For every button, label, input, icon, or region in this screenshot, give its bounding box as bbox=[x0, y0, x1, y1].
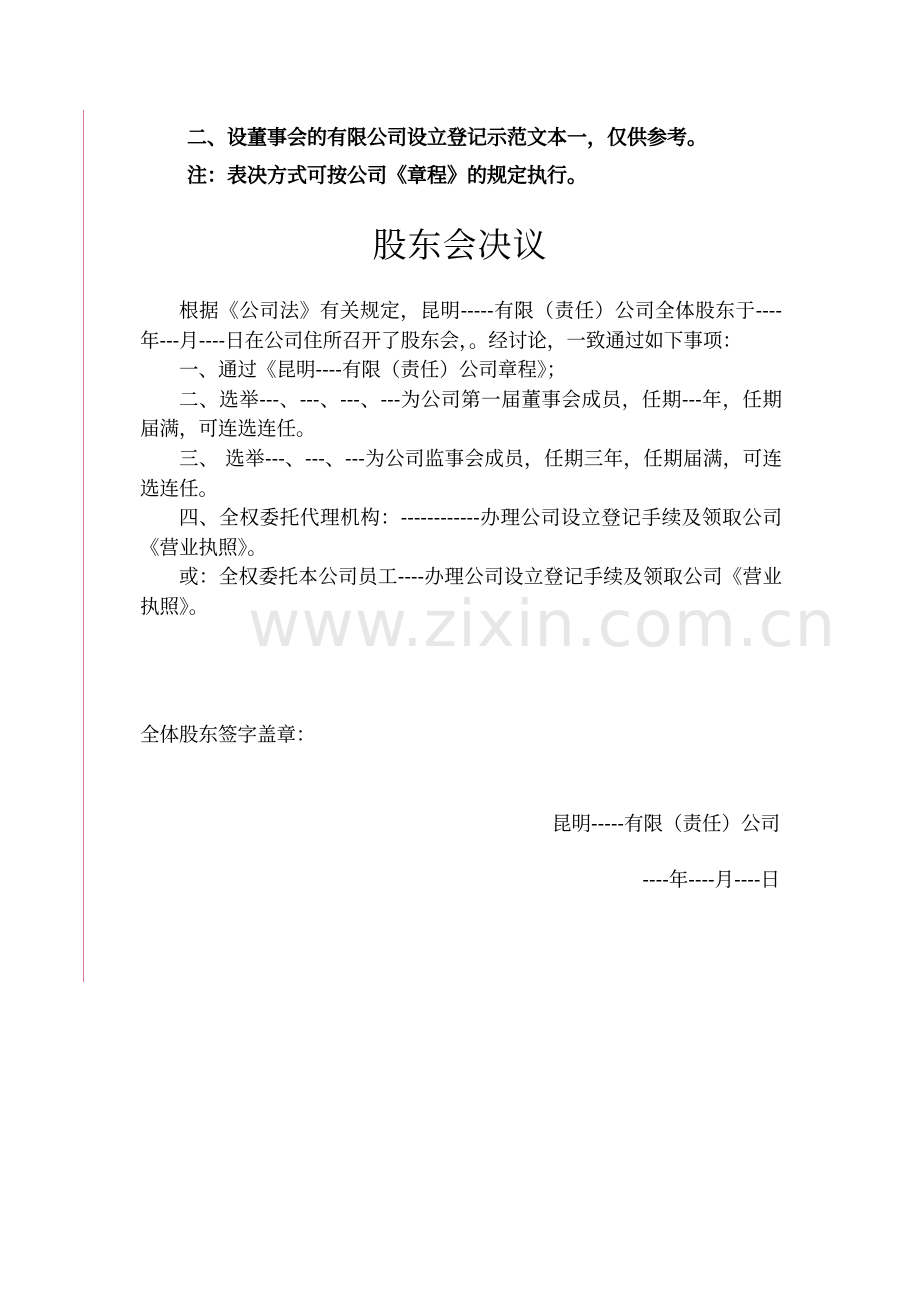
watermark-text: www.zixin.com.cn bbox=[248, 588, 837, 662]
resolution-item-2: 二、选举---、---、---、---为公司第一届董事会成员，任期---年，任期届满，可连选连任。 bbox=[140, 387, 782, 441]
resolution-item-1: 一、通过《昆明----有限（责任）公司章程》； bbox=[179, 358, 567, 382]
shareholder-signature-label: 全体股东签字盖章： bbox=[140, 723, 316, 746]
resolution-body bbox=[140, 296, 782, 622]
resolution-item-3: 三、 选举---、---、---为公司监事会成员，任期三年，任期届满，可连选连任。 bbox=[140, 446, 782, 500]
resolution-item-4-alternative: 或：全权委托本公司员工----办理公司设立登记手续及领取公司《营业执照》。 bbox=[140, 565, 782, 618]
document-title: 股东会决议 bbox=[372, 226, 548, 266]
voting-method-note: 注：表决方式可按公司《章程》的规定执行。 bbox=[187, 163, 587, 187]
date-line: ----年----月----日 bbox=[642, 868, 780, 891]
resolution-item-4: 四、全权委托代理机构：------------办理公司设立登记手续及领取公司《营业执照》。 bbox=[140, 506, 782, 559]
company-name-line: 昆明-----有限（责任）公司 bbox=[552, 812, 780, 835]
template-note-heading: 二、设董事会的有限公司设立登记示范文本一，仅供参考。 bbox=[187, 125, 707, 149]
resolution-intro-paragraph: 根据《公司法》有关规定，昆明-----有限（责任）公司全体股东于----年---月----日在公司住所召开了股东会，。经讨论，一致通过如下事项： bbox=[140, 299, 782, 352]
